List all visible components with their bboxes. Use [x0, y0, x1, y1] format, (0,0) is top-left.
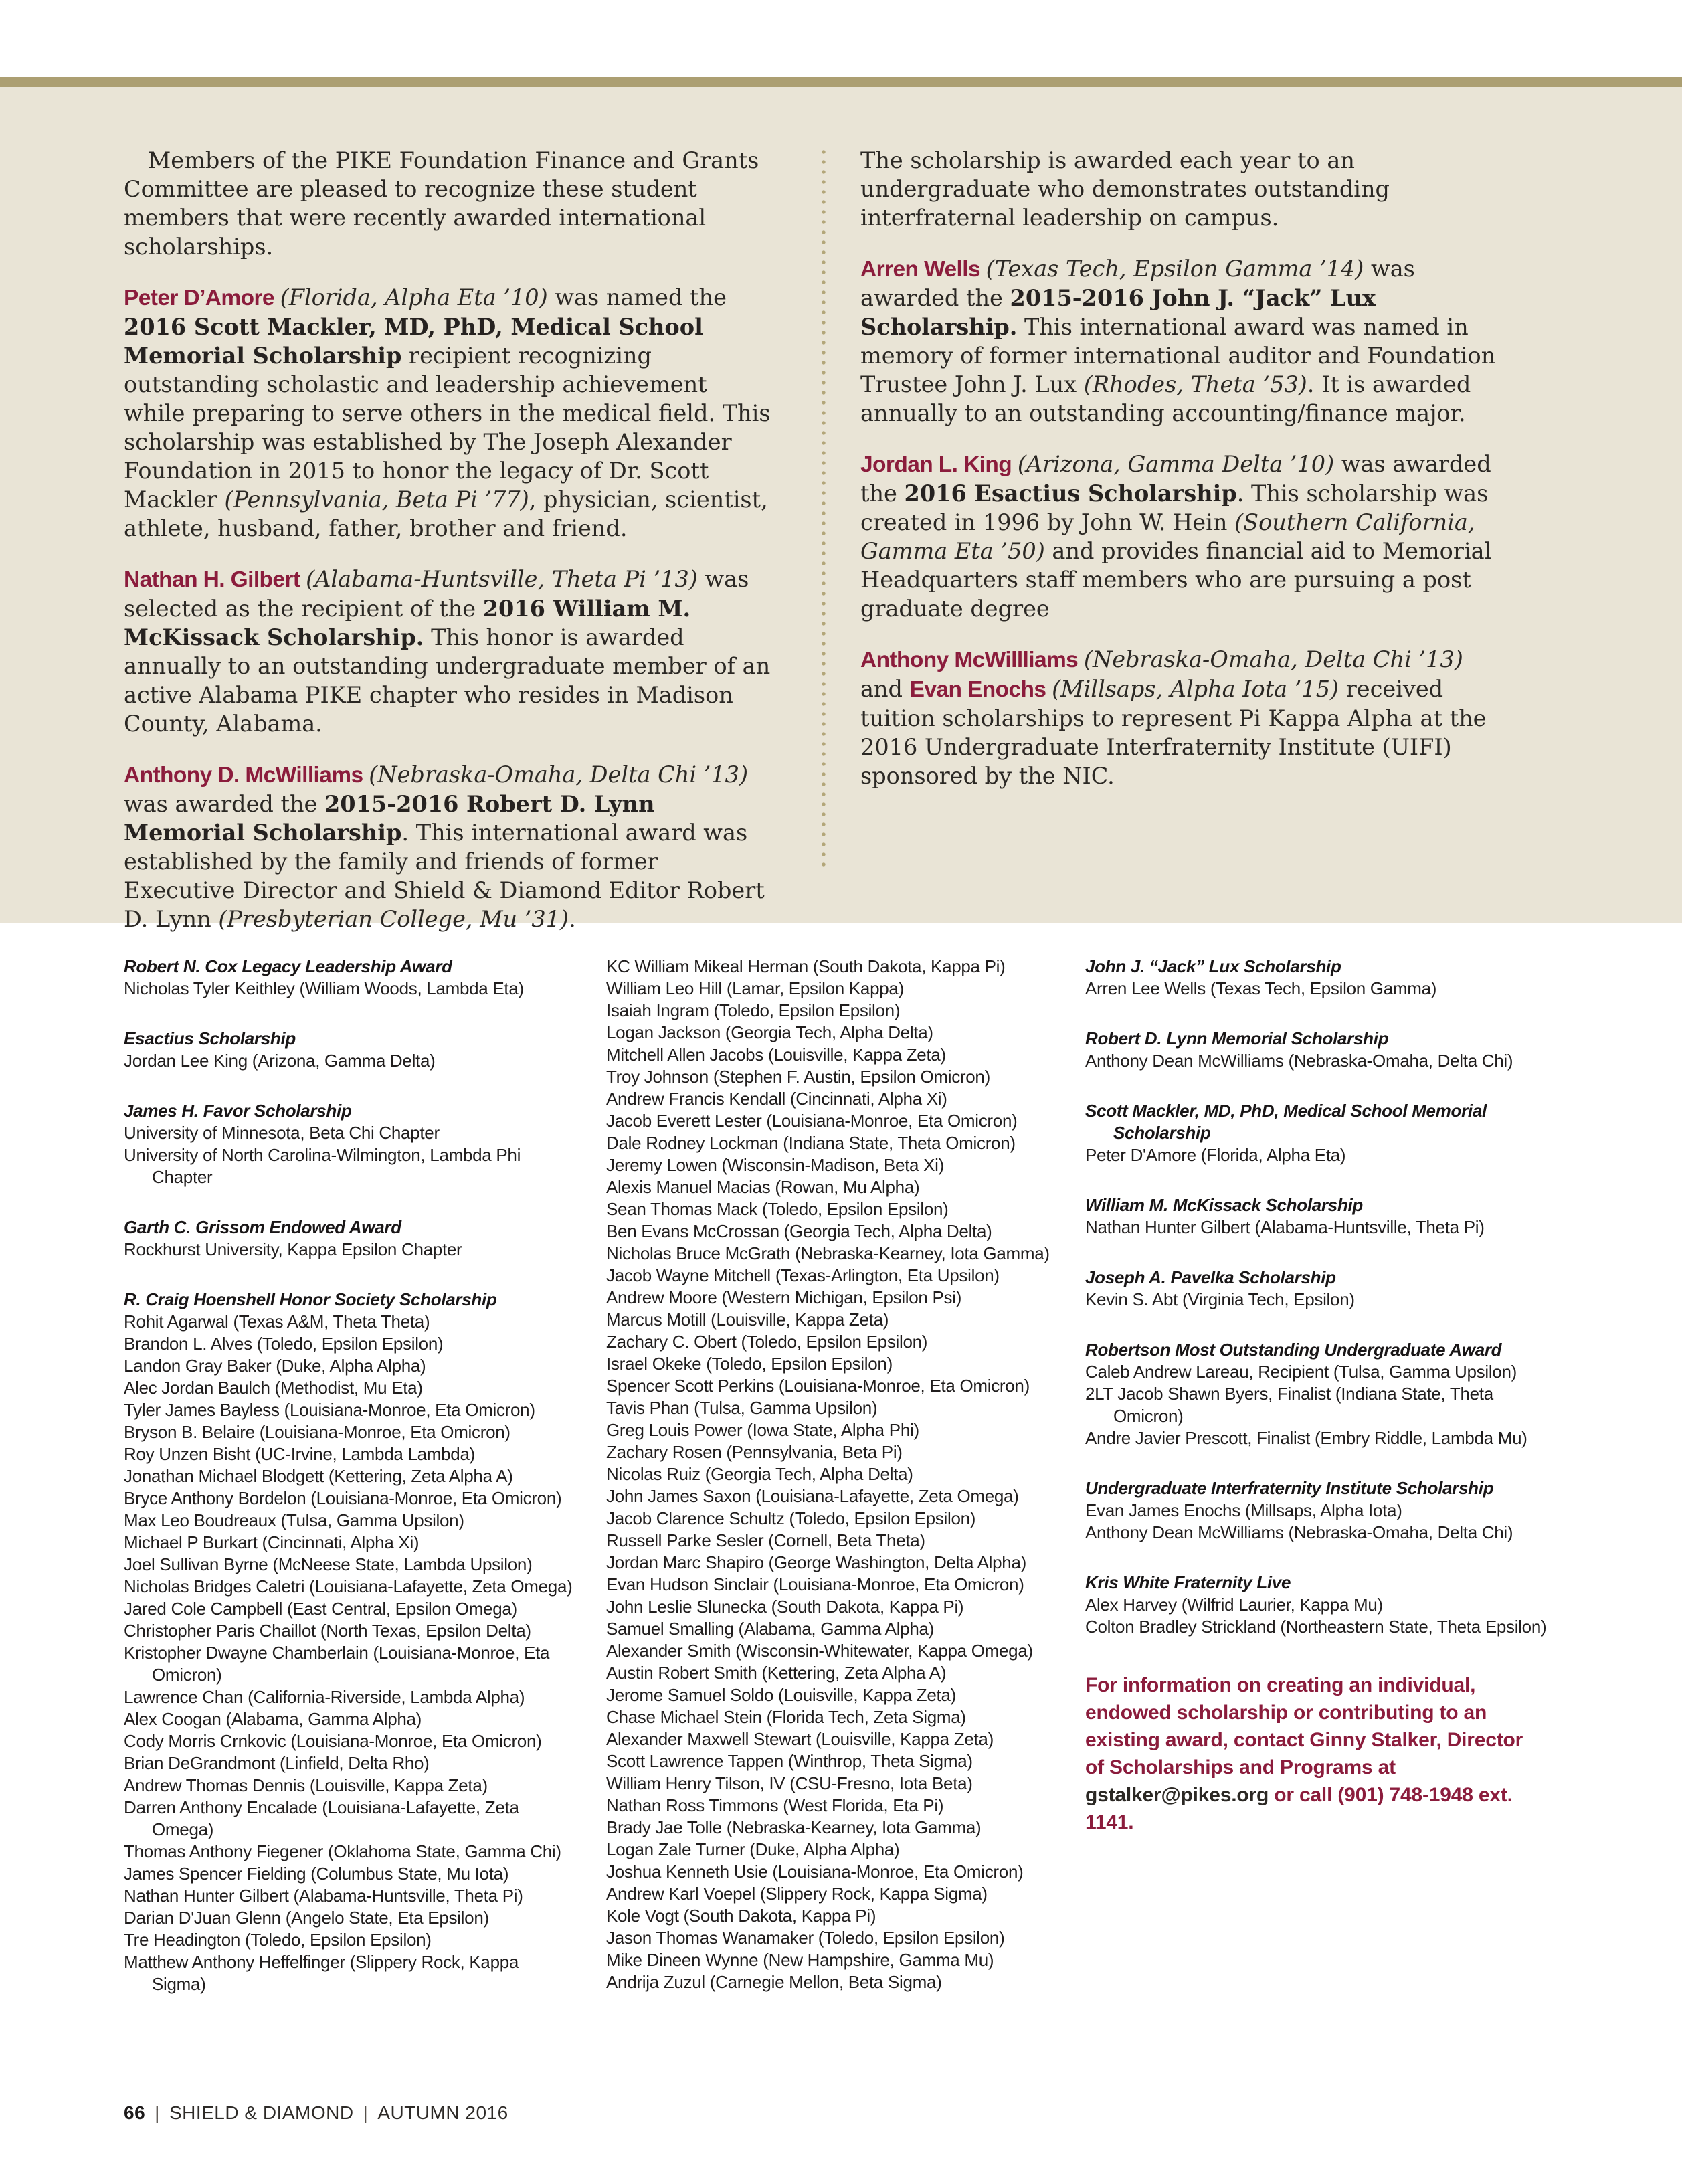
recipient-item: Andrew Thomas Dennis (Louisville, Kappa Zeta) [124, 1775, 488, 1795]
text-run: gstalker@pikes.org [1085, 1784, 1269, 1806]
recipient-item: Jeremy Lowen (Wisconsin-Madison, Beta Xi) [606, 1155, 944, 1175]
recipient-item: Darren Anthony Encalade (Louisiana-Lafayette, Zeta Omega) [124, 1797, 519, 1839]
recipient-item: Kristopher Dwayne Chamberlain (Louisiana-Monroe, Eta Omicron) [124, 1643, 550, 1685]
scholarship-contact-notice [1085, 1671, 1540, 1836]
recipient-item: Jerome Samuel Soldo (Louisville, Kappa Zeta) [606, 1685, 956, 1705]
recipient-item: Logan Jackson (Georgia Tech, Alpha Delta) [606, 1022, 933, 1042]
paragraph [124, 565, 771, 738]
recipient-item: Lawrence Chan (California-Riverside, Lambda Alpha) [124, 1687, 525, 1707]
recipient-item: Evan James Enochs (Millsaps, Alpha Iota) [1085, 1500, 1402, 1520]
recipient-item: Max Leo Boudreaux (Tulsa, Gamma Upsilon) [124, 1510, 464, 1530]
scholarship-section [124, 1028, 573, 1072]
recipient-item: Peter D'Amore (Florida, Alpha Eta) [1085, 1145, 1346, 1165]
scholarship-name-header: Robertson Most Outstanding Undergraduate Award [1085, 1340, 1502, 1360]
intro-left-column [124, 146, 771, 955]
recipient-item: Nicolas Ruiz (Georgia Tech, Alpha Delta) [606, 1464, 913, 1484]
top-accent-bar [0, 77, 1682, 87]
scholarship-name-header: William M. McKissack Scholarship [1085, 1195, 1363, 1215]
recipient-item: Dale Rodney Lockman (Indiana State, Theta Omicron) [606, 1133, 1016, 1153]
text-run: recipient recognizing outstanding scholastic and leadership achievement while preparing to serve others in the medical field. This scholarship was established by The Joseph Alexander Foundation in 2015 to honor the legacy of Dr. Scott Mackler [124, 343, 771, 513]
recipient-item: Andre Javier Prescott, Finalist (Embry Riddle, Lambda Mu) [1085, 1428, 1527, 1448]
text-run: For information on creating an individual, endowed scholarship or contributing to an existing award, contact Ginny Stalker, Director of Scholarships and Programs at [1085, 1674, 1523, 1779]
recipient-item: Andrew Karl Voepel (Slippery Rock, Kappa Sigma) [606, 1884, 988, 1904]
recipient-item: Jacob Everett Lester (Louisiana-Monroe, Eta Omicron) [606, 1111, 1018, 1131]
paragraph [124, 146, 771, 261]
recipient-item: Arren Lee Wells (Texas Tech, Epsilon Gamma) [1085, 978, 1437, 998]
recipient-item: Nicholas Bridges Caletri (Louisiana-Lafayette, Zeta Omega) [124, 1576, 573, 1597]
text-run: was awarded the [124, 791, 324, 817]
recipient-item: Tyler James Bayless (Louisiana-Monroe, Eta Omicron) [124, 1400, 535, 1420]
recipient-item: KC William Mikeal Herman (South Dakota, Kappa Pi) [606, 956, 1006, 976]
recipient-item: Rohit Agarwal (Texas A&M, Theta Theta) [124, 1311, 430, 1332]
recipient-item: Nathan Hunter Gilbert (Alabama-Huntsville, Theta Pi) [1085, 1217, 1485, 1237]
scholarship-section [1085, 1028, 1554, 1072]
scholarship-section [1085, 1267, 1554, 1311]
recipient-item: John James Saxon (Louisiana-Lafayette, Zeta Omega) [606, 1486, 1019, 1506]
recipient-item: Bryson B. Belaire (Louisiana-Monroe, Eta Omicron) [124, 1422, 510, 1442]
recipient-item: Kole Vogt (South Dakota, Kappa Pi) [606, 1906, 876, 1926]
recipient-item: James Spencer Fielding (Columbus State, Mu Iota) [124, 1863, 509, 1884]
text-run: The scholarship is awarded each year to an undergraduate who demonstrates outstanding interfraternal leadership on campus. [860, 147, 1390, 231]
text-run: was named the [547, 284, 727, 310]
scholarship-section [124, 1216, 573, 1261]
list-column-2 [606, 955, 1066, 1993]
column-divider-dots [822, 150, 826, 869]
scholarship-name-header: Esactius Scholarship [124, 1028, 296, 1049]
text-run: (Presbyterian College, Mu ’31) [218, 906, 569, 932]
scholarship-name-header: Robert D. Lynn Memorial Scholarship [1085, 1028, 1389, 1049]
footer-separator: | [155, 2102, 160, 2123]
recipient-item: Jordan Marc Shapiro (George Washington, Delta Alpha) [606, 1552, 1026, 1572]
scholarship-section [124, 1100, 573, 1188]
recipient-item: Caleb Andrew Lareau, Recipient (Tulsa, Gamma Upsilon) [1085, 1362, 1517, 1382]
recipient-item: Cody Morris Crnkovic (Louisiana-Monroe, Eta Omicron) [124, 1731, 542, 1751]
text-run: (Alabama-Huntsville, Theta Pi ’13) [306, 566, 698, 592]
recipient-item: Nicholas Bruce McGrath (Nebraska-Kearney, Iota Gamma) [606, 1243, 1050, 1263]
recipient-item: John Leslie Slunecka (South Dakota, Kappa Pi) [606, 1597, 964, 1617]
recipient-item: Joel Sullivan Byrne (McNeese State, Lambda Upsilon) [124, 1554, 533, 1574]
recipient-item: Jacob Clarence Schultz (Toledo, Epsilon Epsilon) [606, 1508, 976, 1528]
text-run: was selected as the recipient of the [124, 566, 749, 622]
text-run: (Nebraska-Omaha, Delta Chi ’13) [369, 761, 749, 788]
scholarship-name-header: R. Craig Hoenshell Honor Society Scholarship [124, 1289, 497, 1309]
text-run: (Texas Tech, Epsilon Gamma ’14) [986, 256, 1364, 282]
text-run: (Florida, Alpha Eta ’10) [280, 284, 548, 310]
scholarship-section [1085, 1339, 1554, 1449]
scholarship-name-header: Garth C. Grissom Endowed Award [124, 1217, 401, 1237]
recipient-item: Andrew Francis Kendall (Cincinnati, Alpha Xi) [606, 1089, 947, 1109]
recipient-item: Anthony Dean McWilliams (Nebraska-Omaha, Delta Chi) [1085, 1522, 1513, 1542]
paragraph [124, 283, 771, 543]
text-run: was awarded the [860, 256, 1415, 311]
recipient-item: Jonathan Michael Blodgett (Kettering, Zeta Alpha A) [124, 1466, 513, 1486]
scholarship-section [1085, 955, 1554, 1000]
paragraph [860, 146, 1508, 232]
text-run: and [860, 676, 910, 702]
text-run: Anthony McWillliams [860, 648, 1084, 672]
recipient-item: Anthony Dean McWilliams (Nebraska-Omaha, Delta Chi) [1085, 1051, 1513, 1071]
recipient-item: Israel Okeke (Toledo, Epsilon Epsilon) [606, 1354, 893, 1374]
text-run: . This scholarship was created in 1996 by John W. Hein [860, 480, 1489, 535]
text-run: was awarded the [860, 451, 1491, 507]
recipient-item: Brandon L. Alves (Toledo, Epsilon Epsilon) [124, 1334, 444, 1354]
recipient-item: Alexis Manuel Macias (Rowan, Mu Alpha) [606, 1177, 920, 1197]
recipient-item: Isaiah Ingram (Toledo, Epsilon Epsilon) [606, 1000, 901, 1020]
text-run: , physician, scientist, athlete, husband, father, brother and friend. [124, 486, 768, 541]
recipient-item: Zachary C. Obert (Toledo, Epsilon Epsilon) [606, 1332, 928, 1352]
recipient-item: Joshua Kenneth Usie (Louisiana-Monroe, Eta Omicron) [606, 1861, 1024, 1882]
recipient-item: Bryce Anthony Bordelon (Louisiana-Monroe, Eta Omicron) [124, 1488, 562, 1508]
magazine-title: SHIELD & DIAMOND [169, 2102, 354, 2123]
recipient-item: Tavis Phan (Tulsa, Gamma Upsilon) [606, 1398, 878, 1418]
text-run: 2016 Scott Mackler, MD, PhD, Medical School Memorial Scholarship [124, 314, 703, 369]
recipient-item: Matthew Anthony Heffelfinger (Slippery Rock, Kappa Sigma) [124, 1952, 519, 1994]
recipient-item: Landon Gray Baker (Duke, Alpha Alpha) [124, 1356, 426, 1376]
recipient-item: Brian DeGrandmont (Linfield, Delta Rho) [124, 1753, 430, 1773]
text-run: This honor is awarded annually to an outstanding undergraduate member of an active Alabama PIKE chapter who resides in Madison County, Alabama. [124, 624, 771, 737]
recipient-item: Tre Headington (Toledo, Epsilon Epsilon) [124, 1930, 432, 1950]
recipient-item: Jacob Wayne Mitchell (Texas-Arlington, Eta Upsilon) [606, 1265, 1000, 1285]
text-run: 2016 Esactius Scholarship [904, 480, 1237, 507]
page-footer [124, 2102, 508, 2124]
recipient-item: Andrew Moore (Western Michigan, Epsilon Psi) [606, 1287, 962, 1307]
recipient-item: Zachary Rosen (Pennsylvania, Beta Pi) [606, 1442, 903, 1462]
recipient-item: Scott Lawrence Tappen (Winthrop, Theta Sigma) [606, 1751, 973, 1771]
scholarship-section [1085, 1100, 1554, 1166]
recipient-item: Evan Hudson Sinclair (Louisiana-Monroe, Eta Omicron) [606, 1574, 1024, 1595]
recipient-item: Alex Coogan (Alabama, Gamma Alpha) [124, 1709, 422, 1729]
scholarship-name-header: James H. Favor Scholarship [124, 1101, 352, 1121]
paragraph [860, 254, 1508, 428]
text-run: (Millsaps, Alpha Iota ’15) [1052, 676, 1339, 702]
recipient-item: Mitchell Allen Jacobs (Louisville, Kappa Zeta) [606, 1044, 946, 1065]
recipient-item: Nathan Hunter Gilbert (Alabama-Huntsville, Theta Pi) [124, 1886, 523, 1906]
recipient-item: Andrija Zuzul (Carnegie Mellon, Beta Sigma) [606, 1972, 942, 1992]
text-run: . It is awarded annually to an outstanding accounting/finance major. [860, 371, 1471, 426]
list-column-3 [1085, 955, 1554, 1836]
recipient-item: Roy Unzen Bisht (UC-Irvine, Lambda Lambda) [124, 1444, 475, 1464]
recipient-item: Colton Bradley Strickland (Northeastern State, Theta Epsilon) [1085, 1617, 1547, 1637]
text-run: 2015-2016 John J. “Jack” Lux Scholarship. [860, 285, 1376, 340]
text-run: (Rhodes, Theta ’53) [1083, 371, 1307, 397]
text-run: (Arizona, Gamma Delta ’10) [1017, 451, 1335, 477]
scholarship-name-header: Joseph A. Pavelka Scholarship [1085, 1267, 1336, 1287]
recipient-item: Nathan Ross Timmons (West Florida, Eta Pi) [606, 1795, 944, 1815]
scholarship-name-header: Kris White Fraternity Live [1085, 1572, 1291, 1592]
recipient-item: Jared Cole Campbell (East Central, Epsilon Omega) [124, 1599, 517, 1619]
scholarship-name-header: Undergraduate Interfraternity Institute Scholarship [1085, 1478, 1494, 1498]
recipient-item: Alexander Maxwell Stewart (Louisville, Kappa Zeta) [606, 1729, 994, 1749]
recipient-item: Logan Zale Turner (Duke, Alpha Alpha) [606, 1839, 900, 1859]
recipient-item: Kevin S. Abt (Virginia Tech, Epsilon) [1085, 1289, 1355, 1309]
footer-separator: | [363, 2102, 369, 2123]
intro-right-column [860, 146, 1508, 812]
text-run: (Pennsylvania, Beta Pi ’77) [224, 486, 529, 513]
recipient-item: Austin Robert Smith (Kettering, Zeta Alpha A) [606, 1663, 947, 1683]
text-run: or call (901) 748-1948 ext. 1141. [1085, 1784, 1513, 1833]
text-run: Members of the PIKE Foundation Finance and Grants Committee are pleased to recognize these student members that were recently awarded international scholarships. [124, 147, 759, 260]
text-run: Arren Wells [860, 257, 986, 282]
recipient-item: Michael P Burkart (Cincinnati, Alpha Xi) [124, 1532, 419, 1552]
recipient-item: Christopher Paris Chaillot (North Texas, Epsilon Delta) [124, 1621, 531, 1641]
recipient-item: Mike Dineen Wynne (New Hampshire, Gamma Mu) [606, 1950, 994, 1970]
scholarship-name-header: Robert N. Cox Legacy Leadership Award [124, 956, 452, 976]
scholarship-section [124, 955, 573, 1000]
recipient-item: Ben Evans McCrossan (Georgia Tech, Alpha Delta) [606, 1221, 992, 1241]
recipient-item: Russell Parke Sesler (Cornell, Beta Theta) [606, 1530, 925, 1550]
scholarship-section [1085, 1477, 1554, 1544]
recipient-item: Alexander Smith (Wisconsin-Whitewater, Kappa Omega) [606, 1641, 1033, 1661]
text-run: . This international award was established by the family and friends of former Executive Director and Shield & Diamond Editor Robert D. Lynn [124, 820, 765, 932]
recipient-item: Jordan Lee King (Arizona, Gamma Delta) [124, 1051, 436, 1071]
recipient-item: Darian D'Juan Glenn (Angelo State, Eta Epsilon) [124, 1908, 489, 1928]
recipient-item: University of Minnesota, Beta Chi Chapter [124, 1123, 440, 1143]
recipient-item: 2LT Jacob Shawn Byers, Finalist (Indiana State, Theta Omicron) [1085, 1384, 1493, 1426]
text-run: (Nebraska-Omaha, Delta Chi ’13) [1083, 646, 1463, 672]
recipient-item: Sean Thomas Mack (Toledo, Epsilon Epsilon) [606, 1199, 949, 1219]
recipient-item: Rockhurst University, Kappa Epsilon Chapter [124, 1239, 462, 1259]
recipient-item: William Leo Hill (Lamar, Epsilon Kappa) [606, 978, 904, 998]
page-number: 66 [124, 2102, 146, 2123]
text-run: Evan Enochs [909, 677, 1052, 702]
text-run: received tuition scholarships to represent Pi Kappa Alpha at the 2016 Undergraduate Interfraternity Institute (UIFI) sponsored by the NIC. [860, 676, 1487, 789]
scholarship-section [606, 955, 1066, 1993]
text-run: and provides financial aid to Memorial Headquarters staff members who are pursuing a post graduate degree [860, 538, 1492, 622]
recipient-item: Jason Thomas Wanamaker (Toledo, Epsilon Epsilon) [606, 1928, 1005, 1948]
scholarship-section [1085, 1572, 1554, 1638]
recipient-item: Spencer Scott Perkins (Louisiana-Monroe, Eta Omicron) [606, 1376, 1030, 1396]
list-column-1 [124, 955, 573, 1995]
text-run: This international award was named in memory of former international auditor and Foundation Trustee John J. Lux [860, 314, 1496, 397]
text-run: (Southern California, Gamma Eta ’50) [860, 509, 1475, 564]
recipient-item: Marcus Motill (Louisville, Kappa Zeta) [606, 1309, 889, 1330]
paragraph [860, 450, 1508, 623]
text-run: 2015-2016 Robert D. Lynn Memorial Scholarship [124, 791, 655, 846]
paragraph [124, 760, 771, 933]
scholarship-section [124, 1289, 573, 1995]
text-run: 2016 William M. McKissack Scholarship. [124, 596, 691, 650]
recipient-item: Samuel Smalling (Alabama, Gamma Alpha) [606, 1619, 935, 1639]
recipient-item: Greg Louis Power (Iowa State, Alpha Phi) [606, 1420, 919, 1440]
recipient-item: Nicholas Tyler Keithley (William Woods, Lambda Eta) [124, 978, 524, 998]
recipient-item: Troy Johnson (Stephen F. Austin, Epsilon Omicron) [606, 1067, 990, 1087]
recipient-item: Alec Jordan Baulch (Methodist, Mu Eta) [124, 1378, 423, 1398]
issue-label: AUTUMN 2016 [377, 2102, 508, 2123]
text-run: Peter D’Amore [124, 286, 280, 310]
text-run: Anthony D. McWilliams [124, 763, 369, 788]
recipient-item: Brady Jae Tolle (Nebraska-Kearney, Iota Gamma) [606, 1817, 982, 1837]
scholarship-name-header: John J. “Jack” Lux Scholarship [1085, 956, 1341, 976]
recipient-item: Chase Michael Stein (Florida Tech, Zeta Sigma) [606, 1707, 966, 1727]
text-run: Jordan L. King [860, 452, 1018, 477]
recipient-item: Alex Harvey (Wilfrid Laurier, Kappa Mu) [1085, 1595, 1383, 1615]
recipient-item: Thomas Anthony Fiegener (Oklahoma State, Gamma Chi) [124, 1841, 561, 1861]
scholarship-name-header: Scott Mackler, MD, PhD, Medical School Memorial Scholarship [1085, 1101, 1487, 1143]
text-run: . [569, 906, 576, 932]
text-run: Nathan H. Gilbert [124, 567, 306, 592]
recipient-item: University of North Carolina-Wilmington, Lambda Phi Chapter [124, 1145, 521, 1187]
recipient-item: William Henry Tilson, IV (CSU-Fresno, Iota Beta) [606, 1773, 973, 1793]
paragraph [860, 645, 1508, 790]
scholarship-section [1085, 1194, 1554, 1239]
